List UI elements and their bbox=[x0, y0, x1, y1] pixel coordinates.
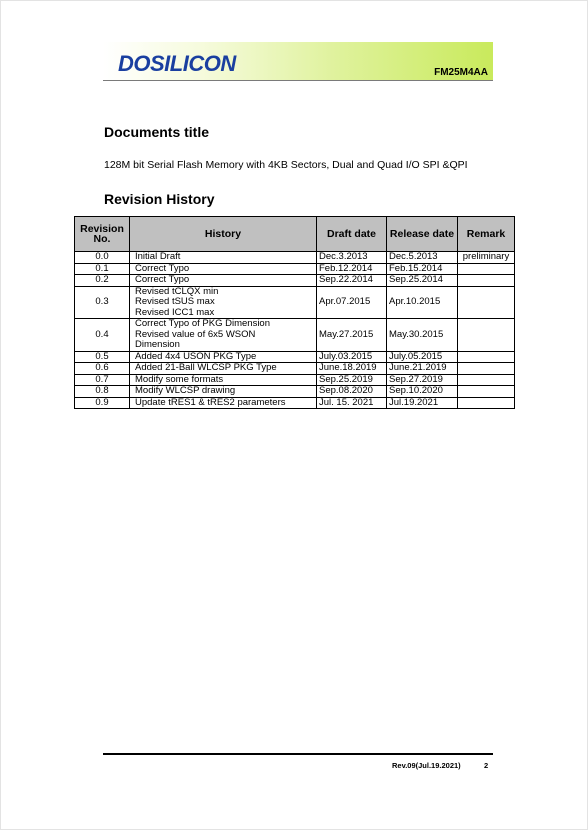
cell-history: Initial Draft bbox=[130, 252, 317, 264]
cell-draft-date: July.03.2015 bbox=[317, 351, 387, 363]
cell-revision: 0.3 bbox=[75, 286, 130, 319]
cell-revision: 0.4 bbox=[75, 319, 130, 352]
table-header-row bbox=[75, 217, 515, 252]
column-header-history: History bbox=[130, 217, 317, 252]
cell-remark bbox=[458, 286, 515, 319]
cell-draft-date: Dec.3.2013 bbox=[317, 252, 387, 264]
cell-draft-date: Apr.07.2015 bbox=[317, 286, 387, 319]
cell-release-date: Sep.25.2014 bbox=[387, 275, 458, 287]
table-row bbox=[75, 351, 515, 363]
part-number: FM25M4AA bbox=[434, 67, 488, 78]
cell-history: Correct Typo bbox=[130, 275, 317, 287]
table-row bbox=[75, 386, 515, 398]
cell-history: Update tRES1 & tRES2 parameters bbox=[130, 397, 317, 409]
cell-release-date: Feb.15.2014 bbox=[387, 263, 458, 275]
table-row bbox=[75, 275, 515, 287]
cell-remark bbox=[458, 319, 515, 352]
cell-draft-date: Sep.22.2014 bbox=[317, 275, 387, 287]
cell-history: Added 4x4 USON PKG Type bbox=[130, 351, 317, 363]
company-logo: DOSILICON bbox=[118, 51, 236, 76]
cell-release-date: Dec.5.2013 bbox=[387, 252, 458, 264]
cell-remark bbox=[458, 351, 515, 363]
cell-release-date: July.05.2015 bbox=[387, 351, 458, 363]
cell-revision: 0.0 bbox=[75, 252, 130, 264]
cell-remark: preliminary bbox=[458, 252, 515, 264]
cell-draft-date: Sep.08.2020 bbox=[317, 386, 387, 398]
cell-remark bbox=[458, 374, 515, 386]
cell-remark bbox=[458, 397, 515, 409]
cell-release-date: May.30.2015 bbox=[387, 319, 458, 352]
cell-remark bbox=[458, 386, 515, 398]
table-row bbox=[75, 286, 515, 319]
column-header-draft-date: Draft date bbox=[317, 217, 387, 252]
column-header-revision: Revision No. bbox=[75, 217, 130, 252]
documents-title-heading: Documents title bbox=[104, 124, 210, 140]
revision-table-body bbox=[75, 252, 515, 409]
table-row bbox=[75, 363, 515, 375]
cell-remark bbox=[458, 363, 515, 375]
revision-table bbox=[74, 216, 515, 409]
table-row bbox=[75, 319, 515, 352]
page-number: 2 bbox=[484, 761, 489, 770]
cell-history: Correct Typo bbox=[130, 263, 317, 275]
cell-revision: 0.9 bbox=[75, 397, 130, 409]
revision-history-heading: Revision History bbox=[104, 191, 215, 207]
cell-revision: 0.5 bbox=[75, 351, 130, 363]
cell-draft-date: Feb.12.2014 bbox=[317, 263, 387, 275]
cell-revision: 0.1 bbox=[75, 263, 130, 275]
table-row bbox=[75, 374, 515, 386]
cell-revision: 0.7 bbox=[75, 374, 130, 386]
footer-revision: Rev.09(Jul.19.2021) bbox=[392, 761, 461, 770]
cell-history: Added 21-Ball WLCSP PKG Type bbox=[130, 363, 317, 375]
cell-revision: 0.2 bbox=[75, 275, 130, 287]
cell-release-date: Jul.19.2021 bbox=[387, 397, 458, 409]
footer-divider bbox=[103, 753, 493, 755]
cell-release-date: June.21.2019 bbox=[387, 363, 458, 375]
cell-history: Revised tCLQX min Revised tSUS max Revised ICC1 max bbox=[130, 286, 317, 319]
cell-draft-date: Sep.25.2019 bbox=[317, 374, 387, 386]
table-row bbox=[75, 252, 515, 264]
cell-history: Modify some formats bbox=[130, 374, 317, 386]
cell-revision: 0.6 bbox=[75, 363, 130, 375]
column-header-release-date: Release date bbox=[387, 217, 458, 252]
cell-remark bbox=[458, 263, 515, 275]
cell-release-date: Apr.10.2015 bbox=[387, 286, 458, 319]
cell-draft-date: Jul. 15. 2021 bbox=[317, 397, 387, 409]
cell-release-date: Sep.27.2019 bbox=[387, 374, 458, 386]
column-header-remark: Remark bbox=[458, 217, 515, 252]
table-row bbox=[75, 397, 515, 409]
cell-draft-date: May.27.2015 bbox=[317, 319, 387, 352]
table-row bbox=[75, 263, 515, 275]
cell-remark bbox=[458, 275, 515, 287]
cell-revision: 0.8 bbox=[75, 386, 130, 398]
cell-draft-date: June.18.2019 bbox=[317, 363, 387, 375]
cell-history: Modify WLCSP drawing bbox=[130, 386, 317, 398]
document-title: 128M bit Serial Flash Memory with 4KB Sectors, Dual and Quad I/O SPI &QPI bbox=[104, 159, 468, 171]
cell-history: Correct Typo of PKG Dimension Revised value of 6x5 WSON Dimension bbox=[130, 319, 317, 352]
cell-release-date: Sep.10.2020 bbox=[387, 386, 458, 398]
